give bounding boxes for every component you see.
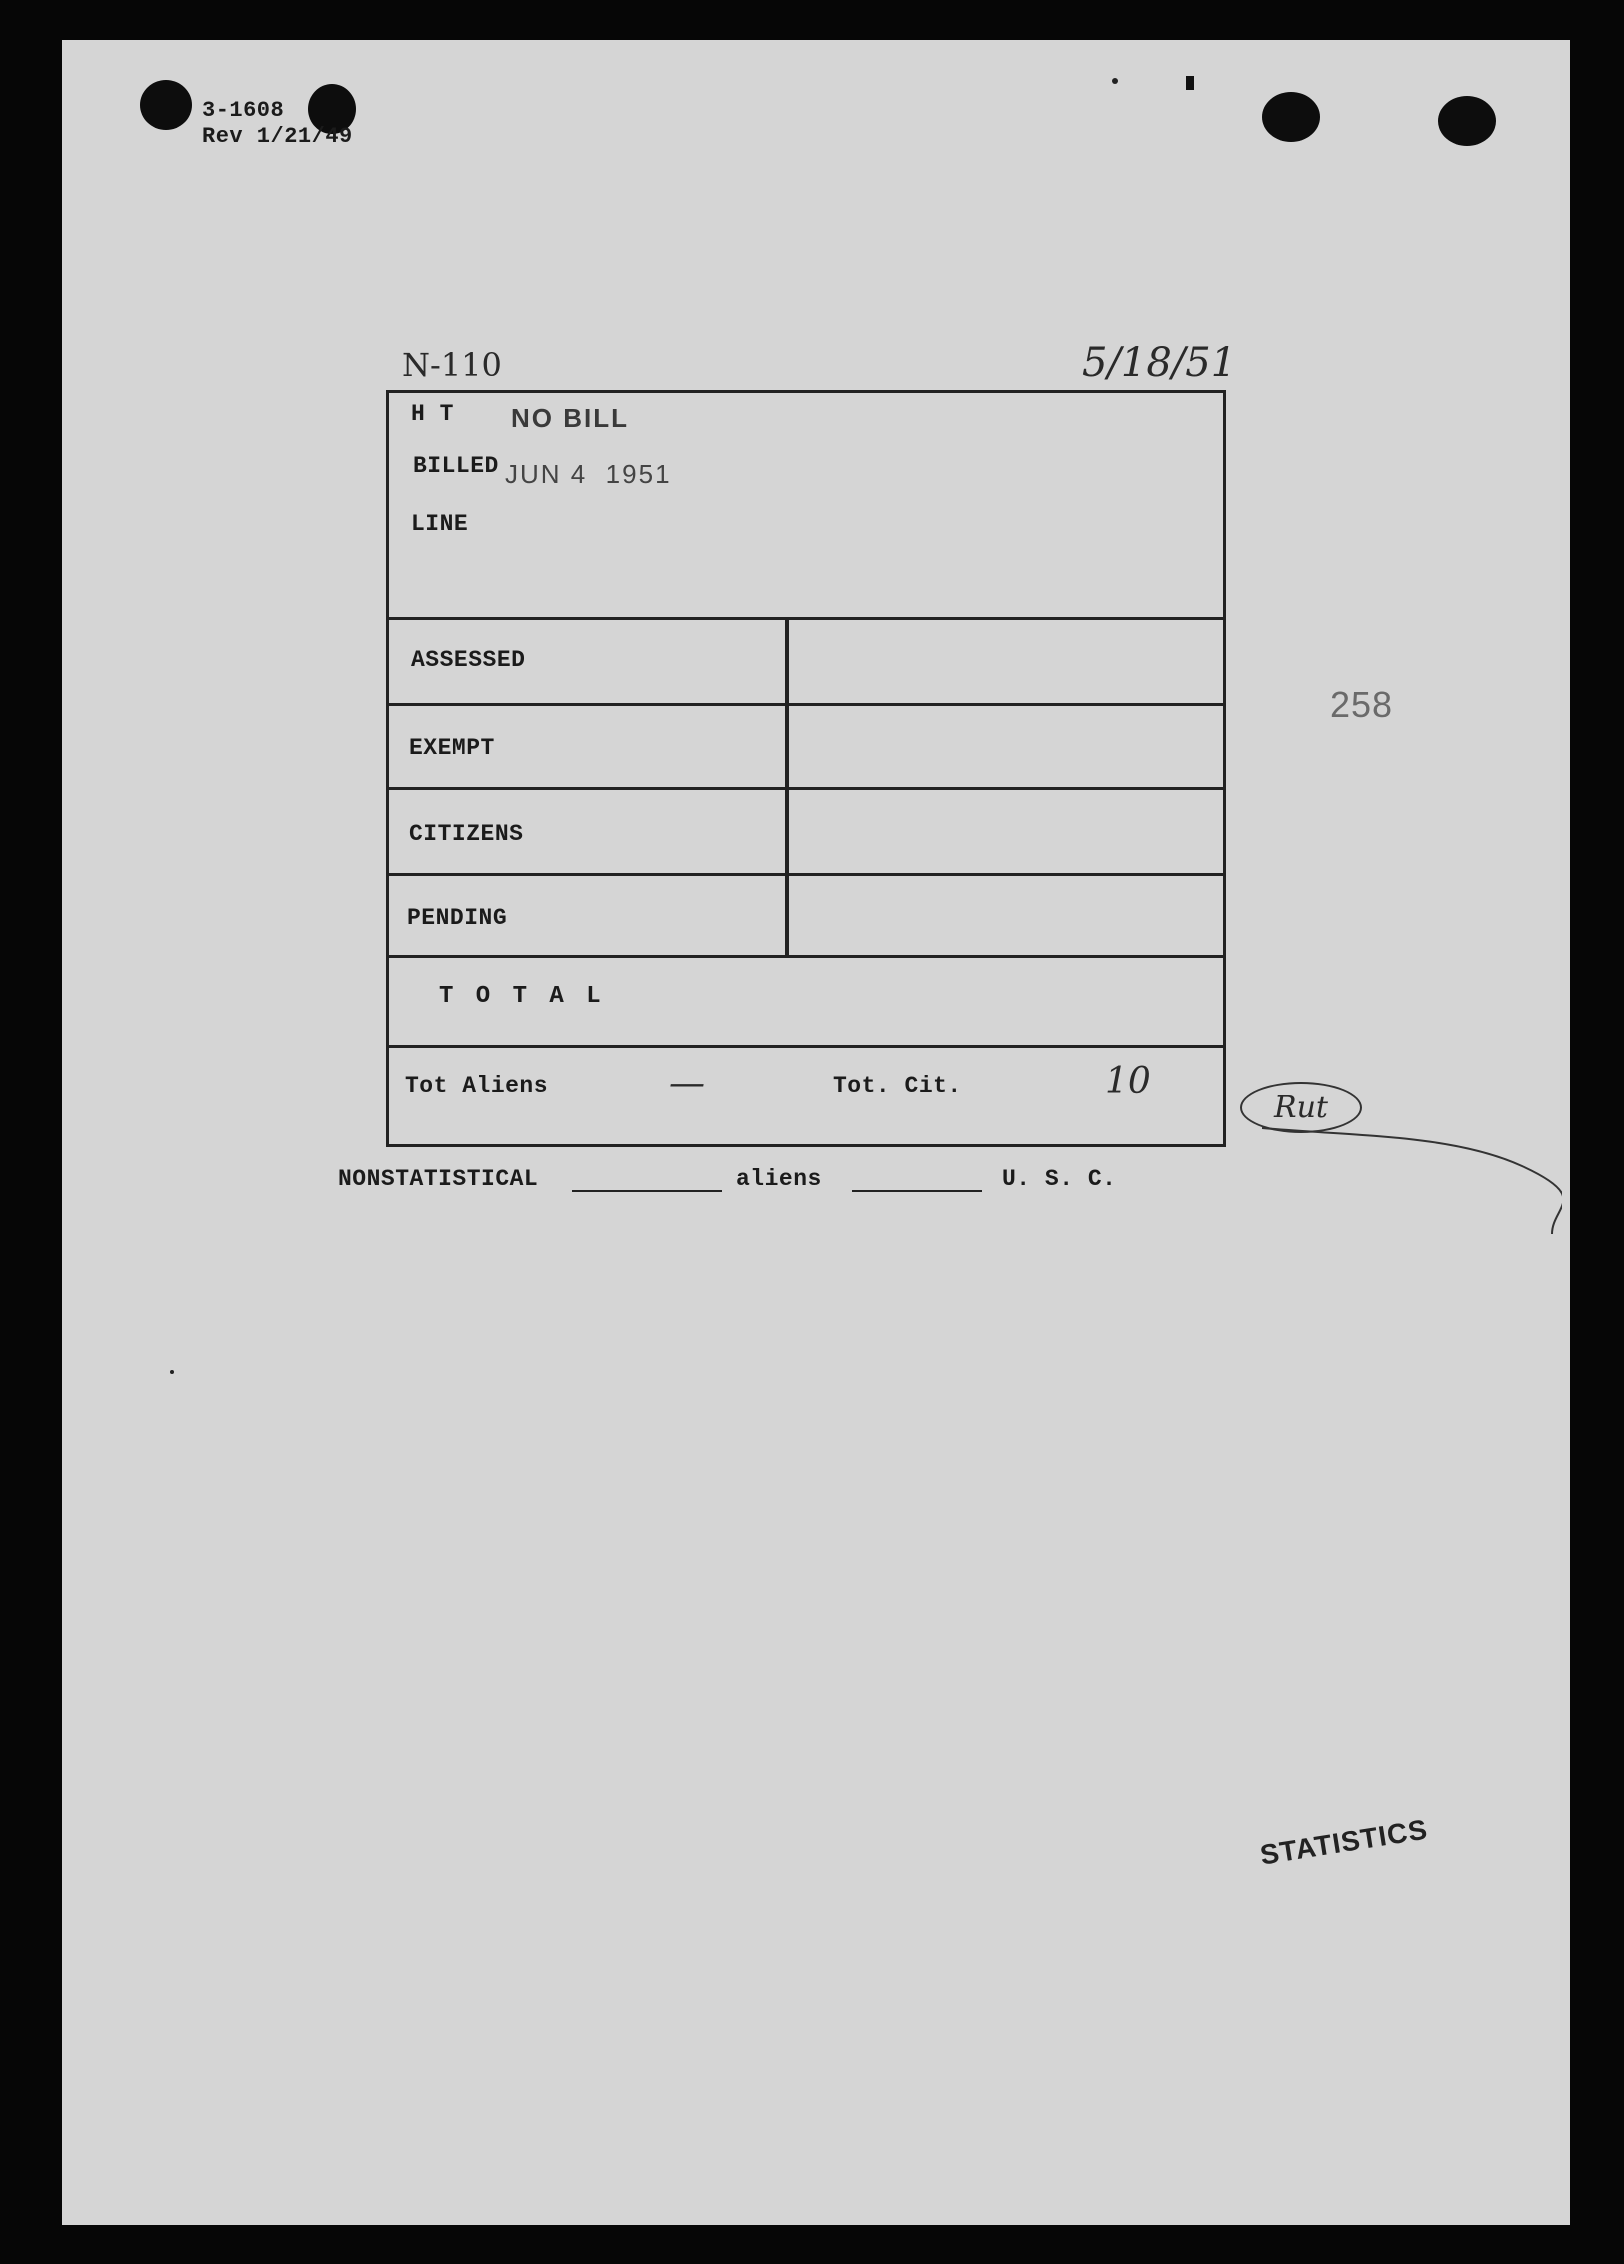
tot-cit-value: 10 xyxy=(1105,1061,1151,1102)
tot-aliens-label: Tot Aliens xyxy=(405,1073,549,1099)
nonstatistical-label: NONSTATISTICAL xyxy=(338,1166,539,1192)
billed-label: BILLED xyxy=(413,453,499,479)
ht-label: H T xyxy=(411,401,454,427)
punch-hole-right xyxy=(1262,92,1320,142)
handwritten-date: 5/18/51 xyxy=(1082,340,1237,386)
assessed-label: ASSESSED xyxy=(411,647,526,673)
form-divider xyxy=(389,1045,1223,1048)
line-label: LINE xyxy=(411,511,469,537)
form-divider xyxy=(389,617,1223,620)
form-number: 3-1608 xyxy=(202,98,285,123)
paper-speck xyxy=(170,1370,174,1374)
punch-hole-left xyxy=(140,80,192,130)
paper-speck xyxy=(1186,76,1194,90)
pending-label: PENDING xyxy=(407,905,508,931)
no-bill-stamp: NO BILL xyxy=(511,403,629,433)
punch-hole-far-right xyxy=(1438,96,1496,146)
initials-signature: Rut xyxy=(1240,1082,1362,1133)
page-number-stamp: 258 xyxy=(1330,684,1394,725)
statistics-stamp: STATISTICS xyxy=(1258,1813,1430,1871)
exempt-label: EXEMPT xyxy=(409,735,495,761)
signature-stroke xyxy=(1262,1126,1562,1246)
form-divider xyxy=(389,955,1223,958)
total-label: T O T A L xyxy=(439,983,605,1010)
tot-cit-label: Tot. Cit. xyxy=(833,1073,962,1099)
form-revision: Rev 1/21/49 xyxy=(202,124,353,149)
paper-speck xyxy=(1112,78,1118,84)
column-divider xyxy=(785,619,789,955)
usc-label: U. S. C. xyxy=(1002,1166,1117,1192)
form-divider xyxy=(389,787,1223,790)
statistics-form xyxy=(386,390,1226,1147)
case-number: N-110 xyxy=(402,346,502,384)
form-divider xyxy=(389,703,1223,706)
tot-aliens-value: — xyxy=(669,1063,705,1104)
citizens-label: CITIZENS xyxy=(409,821,524,847)
aliens-label: aliens xyxy=(736,1166,822,1192)
billed-date-stamp: JUN 4 1951 xyxy=(505,459,672,489)
form-divider xyxy=(389,873,1223,876)
aliens-blank xyxy=(852,1190,982,1192)
nonstatistical-blank xyxy=(572,1190,722,1192)
document-page xyxy=(62,40,1570,2225)
